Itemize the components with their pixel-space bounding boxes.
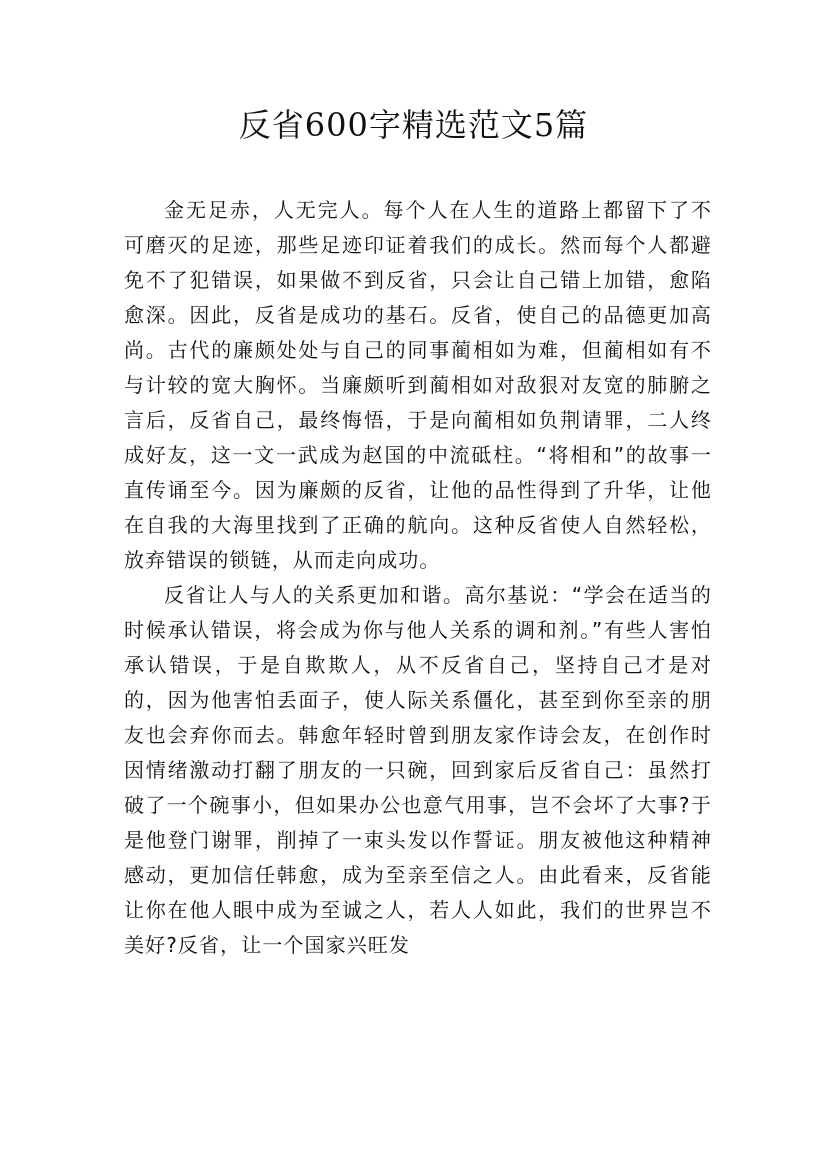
document-title: 反省600字精选范文5篇 — [238, 106, 589, 144]
document-body — [124, 193, 712, 963]
paragraph-2: 反省让人与人的关系更加和谐。高尔基说：“学会在适当的时候承认错误，将会成为你与他人关系的调和剂。”有些人害怕承认错误，于是自欺欺人，从不反省自己，坚持自己才是对的，因为他害怕丢面子，使人际关系僵化，甚至到你至亲的朋友也会弃你而去。韩愈年轻时曾到朋友家作诗会友，在创作时因情绪激动打翻了朋友的一只碗，回到家后反省自己：虽然打破了一个碗事小，但如果办公也意气用事，岂不会坏了大事?于是他登门谢罪，削掉了一束头发以作誓证。朋友被他这种精神感动，更加信任韩愈，成为至亲至信之人。由此看来，反省能让你在他人眼中成为至诚之人，若人人如此，我们的世界岂不美好?反省，让一个国家兴旺发 — [124, 583, 712, 957]
paragraph-1: 金无足赤，人无完人。每个人在人生的道路上都留下了不可磨灭的足迹，那些足迹印证着我们的成长。然而每个人都避免不了犯错误，如果做不到反省，只会让自己错上加错，愈陷愈深。因此，反省是成功的基石。反省，使自己的品德更加高尚。古代的廉颇处处与自己的同事蔺相如为难，但蔺相如有不与计较的宽大胸怀。当廉颇听到蔺相如对敌狠对友宽的肺腑之言后，反省自己，最终悔悟，于是向蔺相如负荆请罪，二人终成好友，这一文一武成为赵国的中流砥柱。“将相和”的故事一直传诵至今。因为廉颇的反省，让他的品性得到了升华，让他在自我的大海里找到了正确的航向。这种反省使人自然轻松，放弃错误的锁链，从而走向成功。 — [124, 198, 712, 572]
